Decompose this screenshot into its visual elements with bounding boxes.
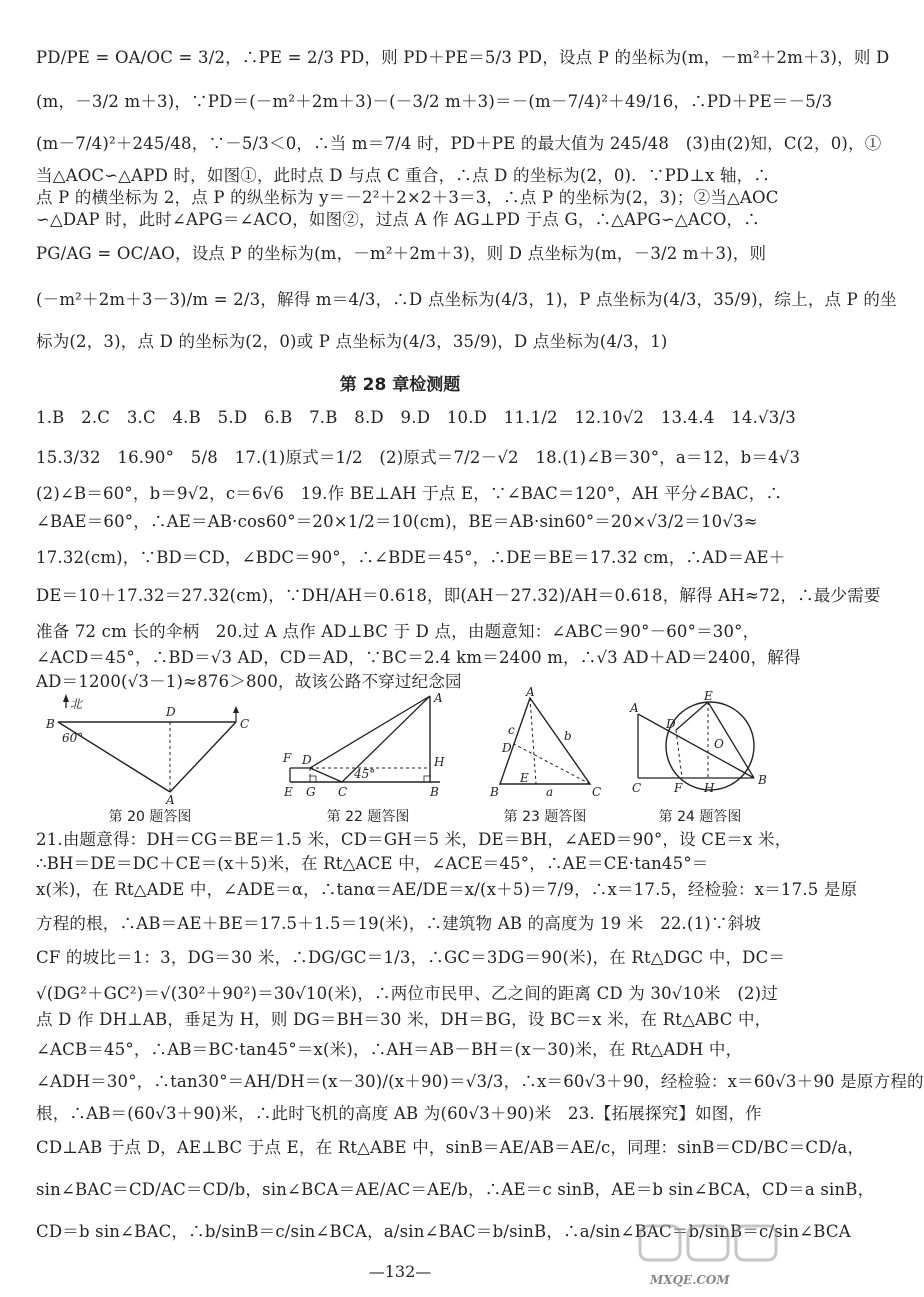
label-B: B: [46, 717, 55, 731]
label-c: c: [508, 723, 515, 737]
caption-24: 第 24 题答图: [658, 809, 742, 825]
label-D: D: [166, 705, 176, 719]
watermark-shape: [736, 1226, 776, 1260]
text-line: 根，∴AB＝(60√3＋90)米，∴此时飞机的高度 AB 为(60√3＋90)米 23.【拓展探究】如图，作: [36, 1104, 762, 1123]
text-line: PG/AG = OC/AO，设点 P 的坐标为(m，－m²＋2m＋3)，则 D 点坐标为(m，－3/2 m＋3)，则: [36, 244, 767, 263]
text-line: ∠ACB＝45°，∴AB＝BC·tan45°＝x(米)，∴AH＝AB－BH＝(x－30)米，在 Rt△ADH 中，: [36, 1040, 743, 1059]
label-A: A: [434, 691, 443, 705]
text-line: 当△AOC∽△APD 时，如图①，此时点 D 与点 C 重合，∴点 D 的坐标为(2，0)．∵PD⊥x 轴，∴: [36, 166, 771, 185]
north-arrowhead: [63, 694, 69, 702]
label-A: A: [166, 793, 175, 807]
chapter-heading: 第 28 章检测题: [339, 375, 461, 395]
label-E: E: [520, 771, 529, 785]
label-B: B: [758, 773, 767, 787]
triangle-ABC: [500, 698, 590, 784]
label-H: H: [434, 755, 445, 769]
label-a: a: [546, 785, 554, 799]
watermark-logo: [636, 1222, 786, 1292]
line-DC: [310, 768, 342, 782]
circle-O: [666, 702, 754, 790]
figure-24: [628, 690, 778, 802]
text-line: x(米)，在 Rt△ADE 中，∠ADE＝α，∴tanα＝AE/DE＝x/(x＋5)＝7/9，∴x＝17.5，经检验：x＝17.5 是原: [36, 880, 858, 899]
text-line: 准备 72 cm 长的伞柄 20.过 A 点作 AD⊥BC 于 D 点，由题意知：∠ABC＝90°－60°＝30°，: [36, 622, 760, 641]
label-A: A: [526, 685, 535, 699]
label-C: C: [632, 781, 642, 795]
text-line: √(DG²＋GC²)＝√(30²＋90²)＝30√10(米)，∴两位市民甲、乙之间的距离 CD 为 30√10米 (2)过: [36, 984, 778, 1003]
label-F: F: [283, 751, 292, 765]
text-line: ∠ADH＝30°，∴tan30°＝AH/DH＝(x－30)/(x＋90)＝√3/3，∴x＝60√3＋90，经检验：x＝60√3＋90 是原方程的: [36, 1072, 924, 1091]
figure-20: [36, 696, 256, 806]
page-number: —132—: [368, 1262, 432, 1281]
line-AB: [638, 714, 754, 778]
text-line: (2)∠B＝60°，b＝9√2，c＝6√6 19.作 BE⊥AH 于点 E，∵∠BAC＝120°，AH 平分∠BAC，∴: [36, 484, 783, 503]
figure-22: [280, 692, 460, 804]
label-angle: 60°: [62, 731, 84, 745]
text-line: (m，－3/2 m＋3)，∵PD＝(－m²＋2m＋3)－(－3/2 m＋3)＝－(m－7/4)²＋49/16，∴PD＋PE＝－5/3: [36, 92, 833, 111]
line-AE: [530, 698, 536, 784]
label-C: C: [240, 717, 250, 731]
text-line: 17.32(cm)，∵BD＝CD，∠BDC＝90°，∴∠BDE＝45°，∴DE＝BE＝17.32 cm，∴AD＝AE＋: [36, 548, 786, 567]
text-line: DE＝10＋17.32＝27.32(cm)，∵DH/AH＝0.618，即(AH－27.32)/AH＝0.618，解得 AH≈72，∴最少需要: [36, 586, 881, 605]
north-arrowhead-C: [233, 706, 239, 713]
label-E: E: [704, 689, 713, 703]
text-line: PD/PE = OA/OC = 3/2，∴PE = 2/3 PD，则 PD＋PE＝5/3 PD，设点 P 的坐标为(m，－m²＋2m＋3)，则 D: [36, 48, 890, 67]
text-line: 方程的根，∴AB＝AE＋BE＝17.5＋1.5＝19(米)，∴建筑物 AB 的高度为 19 米 22.(1)∵斜坡: [36, 914, 762, 933]
text-line: 1.B 2.C 3.C 4.B 5.D 6.B 7.B 8.D 9.D 10.D 11.1/2 12.10√2 13.4.4 14.√3/3: [36, 408, 796, 427]
line-DA: [310, 696, 430, 768]
text-line: AD＝1200(√3－1)≈876＞800，故该公路不穿过纪念园: [36, 672, 462, 691]
watermark-shape: [688, 1226, 728, 1260]
label-O: O: [714, 737, 724, 751]
text-line: 21.由题意得：DH＝CG＝BE＝1.5 米，CD＝GH＝5 米，DE＝BH，∠AED＝90°，设 CE＝x 米，: [36, 830, 792, 849]
label-C: C: [338, 785, 348, 799]
text-line: CF 的坡比＝1：3，DG＝30 米，∴DG/GC＝1/3，∴GC＝3DG＝90(米)，在 Rt△DGC 中，DC＝: [36, 948, 786, 967]
text-line: CD⊥AB 于点 D，AE⊥BC 于点 E，在 Rt△ABE 中，sinB＝AE/AB＝AE/c，同理：sinB＝CD/BC＝CD/a，: [36, 1138, 865, 1157]
text-line: sin∠BAC＝CD/AC＝CD/b，sin∠BCA＝AE/AC＝AE/b，∴AE＝c sinB，AE＝b sin∠BCA，CD＝a sinB，: [36, 1180, 875, 1199]
label-north: 北: [70, 697, 83, 711]
text-line: 标为(2，3)，点 D 的坐标为(2，0)或 P 点坐标为(4/3，35/9)，D 点坐标为(4/3，1): [36, 332, 668, 351]
right-angle-G: [310, 776, 316, 782]
watermark-shape: [640, 1226, 680, 1260]
label-D: D: [302, 753, 312, 767]
watermark-text: MXQE.COM: [650, 1273, 730, 1287]
text-line: ∴BH＝DE＝DC＋CE＝(x＋5)米，在 Rt△ACE 中，∠ACE＝45°，∴AE＝CE·tan45°＝: [36, 854, 709, 873]
label-B: B: [430, 785, 439, 799]
label-E: E: [284, 785, 293, 799]
right-angle-B: [424, 776, 430, 782]
label-D: D: [502, 741, 512, 755]
label-C: C: [592, 785, 602, 799]
label-F: F: [674, 781, 683, 795]
label-B: B: [490, 785, 499, 799]
label-b: b: [564, 729, 572, 743]
label-H: H: [704, 781, 715, 795]
text-line: ∠BAE＝60°，∴AE＝AB·cos60°＝20×1/2＝10(cm)，BE＝AB·sin60°＝20×√3/2＝10√3≈: [36, 512, 758, 531]
text-line: ∠ACD＝45°，∴BD＝√3 AD，CD＝AD，∵BC＝2.4 km＝2400 m，∴√3 AD＋AD＝2400，解得: [36, 648, 801, 667]
label-G: G: [306, 785, 316, 799]
caption-20: 第 20 题答图: [108, 809, 192, 825]
text-line: (－m²＋2m＋3－3)/m = 2/3，解得 m＝4/3，∴D 点坐标为(4/3，1)，P 点坐标为(4/3，35/9)，综上，点 P 的坐: [36, 290, 897, 309]
label-angle: 45°: [354, 767, 376, 781]
line-CA: [170, 722, 236, 792]
text-line: ∽△DAP 时，此时∠APG＝∠ACO，如图②，过点 A 作 AG⊥PD 于点 G，∴△APG∽△ACO，∴: [36, 210, 760, 229]
label-D: D: [666, 717, 676, 731]
text-line: 15.3/32 16.90° 5/8 17.(1)原式＝1/2 (2)原式＝7/2－√2 18.(1)∠B＝30°，a＝12，b＝4√3: [36, 448, 801, 467]
caption-22: 第 22 题答图: [326, 809, 410, 825]
text-line: CD＝b sin∠BAC，∴b/sinB＝c/sin∠BCA，a/sin∠BAC＝b/sinB，∴a/sin∠BAC＝b/sinB＝c/sin∠BCA: [36, 1222, 851, 1241]
label-A: A: [630, 701, 639, 715]
text-line: (m－7/4)²＋245/48，∵－5/3＜0，∴当 m＝7/4 时，PD＋PE 的最大值为 245/48 (3)由(2)知，C(2，0)，①: [36, 134, 882, 153]
text-line: 点 P 的横坐标为 2，点 P 的纵坐标为 y＝－2²＋2×2＋3＝3，∴点 P 的坐标为(2，3)；②当△AOC: [36, 188, 779, 207]
caption-23: 第 23 题答图: [503, 809, 587, 825]
figure-23: [486, 685, 606, 802]
text-line: 点 D 作 DH⊥AB，垂足为 H，则 DG＝BH＝30 米，DH＝BG，设 BC＝x 米，在 Rt△ABC 中，: [36, 1010, 772, 1029]
